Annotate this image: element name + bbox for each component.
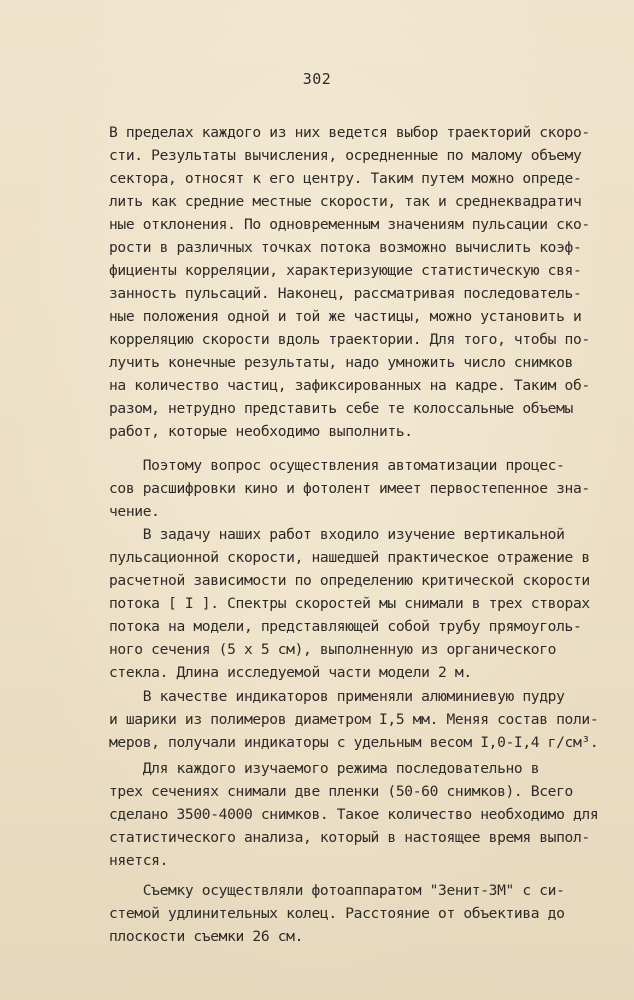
text-line: чение. bbox=[109, 503, 160, 520]
text-line: сов расшифровки кино и фотолент имеет первостепенное зна- bbox=[109, 480, 590, 497]
text-line: Для каждого изучаемого режима последовательно в bbox=[109, 760, 540, 777]
text-line: ные положения одной и той же частицы, можно установить и bbox=[109, 308, 582, 325]
text-line: занность пульсаций. Наконец, рассматривая последователь- bbox=[109, 285, 582, 302]
text-line: В задачу наших работ входило изучение вертикальной bbox=[109, 526, 565, 543]
text-line: фициенты корреляции, характеризующие статистическую свя- bbox=[109, 262, 582, 279]
text-line: статистического анализа, который в настоящее время выпол- bbox=[109, 829, 590, 846]
text-line: Поэтому вопрос осуществления автоматизации процес- bbox=[109, 457, 565, 474]
text-line: ные отклонения. По одновременным значениям пульсации ско- bbox=[109, 216, 590, 233]
text-line: стекла. Длина исследуемой части модели 2 м. bbox=[109, 664, 472, 681]
text-line: Съемку осуществляли фотоаппаратом "Зенит-3М" с си- bbox=[109, 882, 565, 899]
text-line: потока на модели, представляющей собой трубу прямоуголь- bbox=[109, 618, 582, 635]
text-line: сти. Результаты вычисления, осредненные по малому объему bbox=[109, 147, 582, 164]
page-number: 302 bbox=[302, 70, 332, 88]
text-line: В пределах каждого из них ведется выбор траекторий скоро- bbox=[109, 124, 590, 141]
text-line: сектора, относят к его центру. Таким путем можно опреде- bbox=[109, 170, 582, 187]
text-line: корреляцию скорости вдоль траектории. Для того, чтобы по- bbox=[109, 331, 590, 348]
text-line: и шарики из полимеров диаметром I,5 мм. Меняя состав поли- bbox=[109, 711, 599, 728]
text-line: разом, нетрудно представить себе те колоссальные объемы bbox=[109, 400, 573, 417]
text-line: рости в различных точках потока возможно вычислить коэф- bbox=[109, 239, 582, 256]
text-line: расчетной зависимости по определению критической скорости bbox=[109, 572, 590, 589]
text-line: трех сечениях снимали две пленки (50-60 снимков). Всего bbox=[109, 783, 573, 800]
text-line: лить как средние местные скорости, так и среднеквадратич bbox=[109, 193, 582, 210]
text-line: потока [ I ]. Спектры скоростей мы снимали в трех створах bbox=[109, 595, 590, 612]
text-line: пульсационной скорости, нашедшей практическое отражение в bbox=[109, 549, 590, 566]
text-line: меров, получали индикаторы с удельным весом I,0-I,4 г/см³. bbox=[109, 734, 599, 751]
text-line: няется. bbox=[109, 852, 169, 869]
text-line: лучить конечные результаты, надо умножить число снимков bbox=[109, 354, 573, 371]
text-line: В качестве индикаторов применяли алюминиевую пудру bbox=[109, 688, 565, 705]
text-line: на количество частиц, зафиксированных на кадре. Таким об- bbox=[109, 377, 590, 394]
text-line: стемой удлинительных колец. Расстояние от объектива до bbox=[109, 905, 565, 922]
text-line: сделано 3500-4000 снимков. Такое количество необходимо для bbox=[109, 806, 599, 823]
text-line: плоскости съемки 26 см. bbox=[109, 928, 304, 945]
text-line: работ, которые необходимо выполнить. bbox=[109, 423, 413, 440]
text-line: ного сечения (5 x 5 см), выполненную из органического bbox=[109, 641, 557, 658]
